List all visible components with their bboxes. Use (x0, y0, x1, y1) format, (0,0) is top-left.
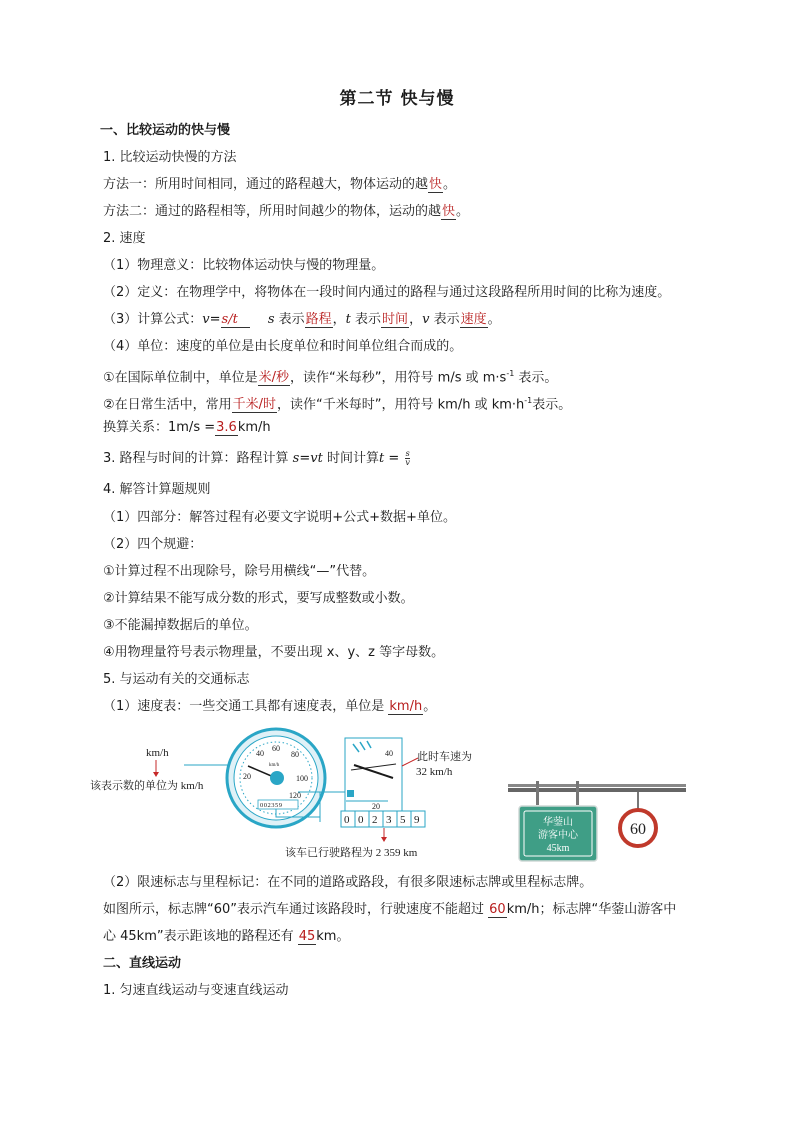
current-speed-line1: 此时车速为 (417, 751, 472, 763)
si-unit-line (103, 365, 557, 387)
time-fraction (405, 450, 410, 467)
zoom-tick-20: 20 (372, 802, 380, 811)
formula-sep2: ， (409, 312, 423, 327)
odometer-digit-3: 2 (372, 814, 378, 826)
daily-prefix: ②在日常生活中，常用 (103, 397, 232, 413)
si-prefix: ①在国际单位制中，单位是 (103, 370, 258, 386)
speedometer-prefix: （1）速度表：一些交通工具都有速度表，单位是 (103, 699, 389, 714)
sign-line3: 45km (546, 843, 570, 854)
dial-unit: km/h (269, 763, 280, 768)
odometer-digit-6: 9 (414, 814, 420, 826)
destination-sign (519, 806, 597, 861)
item3-prefix: 3. 路程与时间的计算：路程计算 (103, 451, 293, 466)
dial-tick-40: 40 (256, 749, 264, 758)
speed-pointer (402, 758, 418, 766)
odometer-digit-4: 3 (386, 814, 392, 826)
dial-hub (270, 771, 284, 785)
item1-label: 1. 比较运动快慢的方法 (103, 150, 237, 165)
section2-item1: 1. 匀速直线运动与变速直线运动 (103, 983, 289, 998)
item2-label: 2. 速度 (103, 231, 146, 246)
formula-s-answer: 路程 (305, 312, 332, 327)
formula-s-var: s (267, 312, 275, 327)
example-answer1: 60 (489, 902, 506, 917)
rule-1: ①计算过程不出现除号，除号用横线“—”代替。 (103, 564, 376, 579)
daily-unit-line (103, 392, 571, 414)
rule-2: ②计算结果不能写成分数的形式，要写成整数或小数。 (103, 591, 414, 606)
page-title: 第二节 快与慢 (339, 89, 455, 109)
item3-line (103, 450, 410, 468)
sign-line2: 游客中心 (538, 830, 578, 841)
odometer-digit-5: 5 (400, 814, 406, 826)
fraction-numerator: s (405, 449, 410, 458)
formula-answer: s/t (221, 312, 250, 328)
example-answer2: 45 (298, 929, 316, 944)
example-p2: km/h；标志牌“华蓥山游客中 (506, 902, 677, 917)
odometer-description: 该车已行驶路程为 2 359 km (285, 847, 418, 859)
fraction-denominator: v (405, 458, 410, 467)
method1-answer: 快 (429, 177, 443, 192)
si-end: 表示。 (514, 370, 558, 386)
formula-v: v (202, 312, 210, 327)
daily-answer: 千米/时 (232, 397, 277, 413)
formula-v-var: v (422, 312, 430, 327)
limit-sign-value: 60 (630, 821, 646, 838)
unit-description: 该表示数的单位为 km/h (90, 780, 204, 792)
odometer-digit-2: 0 (358, 814, 364, 826)
si-suffix: ，读作“米每秒”，用符号 m/s 或 m·s (290, 370, 507, 386)
method1-text: 方法一：所用时间相同，通过的路程越大，物体运动的越 (103, 177, 429, 192)
convert-line (103, 419, 271, 437)
item3-vt: vt (310, 451, 323, 466)
dial-tick-100: 100 (296, 774, 308, 783)
formula-prefix: （3）计算公式： (103, 312, 203, 327)
speed-meaning: （1）物理意义：比较物体运动快与慢的物理量。 (103, 258, 385, 273)
formula-v-text: 表示 (429, 312, 460, 327)
item3-eq2: = (384, 451, 404, 466)
limit-sign-text: （2）限速标志与里程标记：在不同的道路或路段，有很多限速标志牌或里程标志牌。 (103, 875, 593, 890)
rule-3: ③不能漏掉数据后的单位。 (103, 618, 258, 633)
formula-t-text: 表示 (350, 312, 382, 327)
dial-tick-120: 120 (289, 791, 301, 800)
speed-limit-sign (620, 810, 656, 846)
dial-tick-60: 60 (272, 744, 280, 753)
method1-line (103, 176, 456, 194)
formula-s-text: 表示 (274, 312, 305, 327)
daily-suffix: ，读作“千米每时”，用符号 km/h 或 km·h (277, 397, 525, 413)
unit-arrow-head (153, 772, 159, 777)
traffic-figure (88, 722, 688, 868)
sign-line1: 华蓥山 (543, 817, 573, 828)
section2-heading: 二、直线运动 (103, 956, 182, 971)
example-line1 (103, 901, 676, 919)
speed-formula-line (103, 311, 501, 329)
method2-line (103, 203, 469, 221)
method2-answer: 快 (442, 204, 456, 219)
method2-end: 。 (456, 204, 470, 219)
example-p3: 心 45km”表示距该地的路程还有 (103, 929, 298, 944)
item3-eq1: = (299, 451, 311, 466)
si-sup: -1 (506, 369, 515, 378)
four-avoid: （2）四个规避： (103, 537, 203, 552)
convert-suffix: km/h (237, 420, 271, 435)
convert-answer: 3.6 (216, 420, 237, 435)
formula-sep1: ， (332, 312, 346, 327)
unit-label: km/h (146, 747, 169, 759)
item4-label: 4. 解答计算题规则 (103, 482, 211, 497)
method1-end: 。 (443, 177, 457, 192)
item5-label: 5. 与运动有关的交通标志 (103, 672, 250, 687)
section1-heading: 一、比较运动的快与慢 (100, 123, 231, 138)
dial-odometer-text: 002359 (260, 802, 283, 809)
daily-end: 表示。 (532, 397, 572, 413)
example-line2 (103, 928, 349, 946)
item3-t-var: t (378, 451, 385, 466)
si-answer: 米/秒 (258, 370, 290, 386)
item3-s-var: s (292, 451, 300, 466)
four-parts: （1）四部分：解答过程有必要文字说明+公式+数据+单位。 (103, 510, 456, 525)
formula-eq: = (209, 312, 221, 327)
speedometer-line (103, 698, 436, 716)
method2-text: 方法二：通过的路程相等，所用时间越少的物体，运动的越 (103, 204, 442, 219)
speedometer-end: 。 (423, 699, 437, 714)
rule-4: ④用物理量符号表示物理量，不要出现 x、y、z 等字母数。 (103, 645, 445, 660)
formula-t-var: t (345, 312, 351, 327)
speed-unit: （4）单位：速度的单位是由长度单位和时间单位组合而成的。 (103, 339, 463, 354)
convert-prefix: 换算关系：1m/s = (103, 420, 216, 435)
odometer-boxes (341, 811, 425, 827)
formula-end: 。 (487, 312, 501, 327)
item3-mid: 时间计算 (322, 451, 379, 466)
dial-tick-20: 20 (243, 772, 251, 781)
example-p4: km。 (316, 929, 350, 944)
current-speed-line2: 32 km/h (416, 766, 453, 778)
odometer-arrow-head (381, 837, 387, 842)
zoom-tick-40: 40 (385, 749, 393, 758)
daily-sup: -1 (524, 396, 533, 405)
formula-v-answer: 速度 (460, 312, 487, 327)
dial-tick-80: 80 (291, 750, 299, 759)
formula-t-answer: 时间 (382, 312, 409, 327)
speed-zoom-box (345, 738, 402, 811)
speed-definition: （2）定义：在物理学中，将物体在一段时间内通过的路程与通过这段路程所用时间的比称为速度。 (103, 285, 671, 300)
example-p1: 如图所示，标志牌“60”表示汽车通过该路段时，行驶速度不能超过 (103, 902, 489, 917)
odometer-digit-1: 0 (344, 814, 350, 826)
speedometer-answer: km/h (389, 699, 423, 714)
